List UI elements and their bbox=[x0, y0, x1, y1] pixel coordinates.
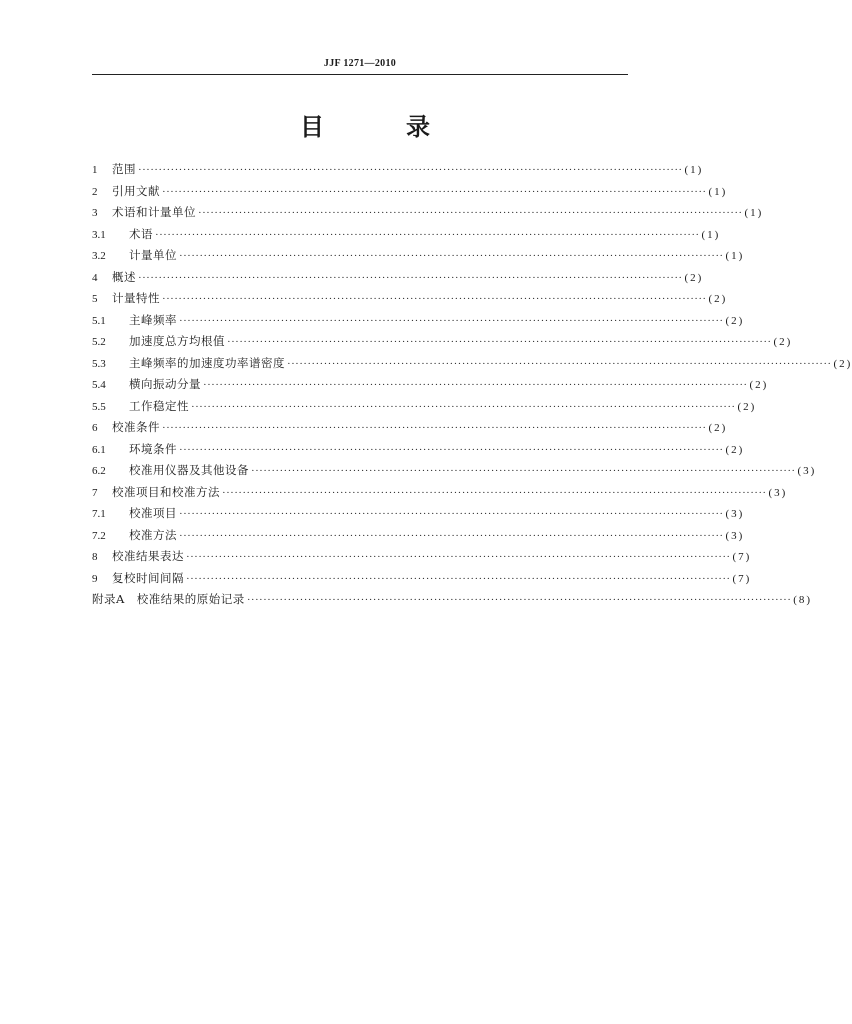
toc-entry[interactable] bbox=[92, 376, 769, 398]
header-rule bbox=[92, 74, 628, 75]
toc-entry[interactable] bbox=[92, 226, 721, 248]
dot-leader: ······································································································································ bbox=[179, 314, 724, 327]
toc-entry-number: 5.1 bbox=[92, 314, 106, 327]
toc-entry-page: (2) bbox=[708, 422, 728, 434]
dot-leader: ······································································································································ bbox=[251, 465, 796, 477]
toc-entry-page: (3) bbox=[725, 508, 745, 520]
dot-leader: ······································································································································ bbox=[179, 443, 724, 456]
toc-entry-number: 6.1 bbox=[92, 443, 106, 456]
toc-entry-page: (1) bbox=[708, 185, 728, 198]
toc-entry-label: 计量特性 bbox=[112, 291, 160, 305]
toc-entry-label: 引用文献 bbox=[112, 183, 160, 198]
toc-entry-number: 6.2 bbox=[92, 465, 106, 477]
toc-entry-label: 计量单位 bbox=[129, 248, 177, 262]
toc-entry[interactable] bbox=[92, 290, 728, 312]
toc-entry-number: 5.4 bbox=[92, 379, 106, 391]
toc-entry-label: 术语 bbox=[129, 226, 153, 241]
toc-entry-page: (8) bbox=[793, 594, 813, 606]
toc-entry[interactable] bbox=[92, 419, 728, 441]
toc-entry-page: (7) bbox=[732, 551, 752, 563]
toc-entry[interactable] bbox=[92, 333, 793, 355]
toc-entry-number: 3 bbox=[92, 207, 98, 219]
toc-entry-page: (3) bbox=[768, 486, 788, 499]
toc-entry-label: 主峰频率 bbox=[129, 312, 177, 327]
dot-leader: ······································································································································ bbox=[179, 250, 724, 262]
toc-entry-number: 9 bbox=[92, 572, 98, 585]
dot-leader: ······································································································································ bbox=[162, 185, 707, 198]
toc-entry-label: 加速度总方均根值 bbox=[129, 334, 225, 348]
toc-entry-number: 7.1 bbox=[92, 508, 106, 520]
toc-entry-label: 环境条件 bbox=[129, 441, 177, 456]
toc-entry[interactable] bbox=[92, 183, 728, 205]
toc-entry[interactable] bbox=[92, 161, 704, 183]
toc-entry[interactable] bbox=[92, 398, 757, 420]
toc-entry-label: 校准项目 bbox=[129, 506, 177, 520]
toc-entry-number: 7.2 bbox=[92, 529, 106, 542]
toc-entry-page: (1) bbox=[725, 250, 745, 262]
toc-entry-number: 5.5 bbox=[92, 400, 106, 413]
toc-entry[interactable] bbox=[92, 312, 745, 334]
toc-entry-page: (2) bbox=[708, 293, 728, 305]
toc-entry-page: (7) bbox=[732, 572, 752, 585]
toc-entry[interactable] bbox=[92, 505, 745, 527]
dot-leader: ······································································································································ bbox=[162, 422, 707, 434]
toc-entry[interactable] bbox=[92, 204, 764, 226]
toc-entry[interactable] bbox=[92, 441, 745, 463]
toc-entry-label: 校准方法 bbox=[129, 527, 177, 542]
dot-leader: ······································································································································ bbox=[191, 400, 736, 413]
toc-title-char-2: 录 bbox=[406, 113, 430, 141]
dot-leader: ······································································································································ bbox=[179, 508, 724, 520]
toc-entry-label: 范围 bbox=[112, 162, 136, 176]
toc-entry-page: (2) bbox=[773, 336, 793, 348]
dot-leader: ······································································································································ bbox=[138, 271, 683, 284]
toc-title bbox=[300, 107, 430, 142]
dot-leader: ······································································································································ bbox=[198, 207, 743, 219]
toc-entry-page: (3) bbox=[725, 529, 745, 542]
dot-leader: ······································································································································ bbox=[179, 529, 724, 542]
toc-entry[interactable] bbox=[92, 570, 752, 592]
toc-entry-number: 4 bbox=[92, 271, 98, 284]
toc-entry[interactable] bbox=[92, 355, 852, 377]
toc-entry[interactable] bbox=[92, 527, 745, 549]
toc-entry-label: 工作稳定性 bbox=[129, 398, 189, 413]
toc-entry-label: 横向振动分量 bbox=[129, 377, 201, 391]
toc-entry-page: (2) bbox=[725, 314, 745, 327]
toc-entry-label: 校准条件 bbox=[112, 420, 160, 434]
toc-entry-page: (1) bbox=[701, 228, 721, 241]
toc-title-char-1: 目 bbox=[300, 113, 324, 141]
dot-leader: ······································································································································ bbox=[222, 486, 767, 499]
toc-entry-page: (3) bbox=[797, 465, 817, 477]
dot-leader: ······································································································································ bbox=[162, 293, 707, 305]
toc-entry-label: 概述 bbox=[112, 269, 136, 284]
toc-entry-label: 主峰频率的加速度功率谱密度 bbox=[129, 355, 285, 370]
toc-entry-label: 复校时间间隔 bbox=[112, 570, 184, 585]
toc-entry-page: (2) bbox=[833, 357, 852, 370]
toc-entry-label: 校准用仪器及其他设备 bbox=[129, 463, 249, 477]
toc-entry-page: (2) bbox=[684, 271, 704, 284]
toc-entry-number: 5.2 bbox=[92, 336, 106, 348]
toc-entry-number: 1 bbox=[92, 164, 98, 176]
toc-entry[interactable] bbox=[92, 548, 752, 570]
toc-entry-number: 7 bbox=[92, 486, 98, 499]
toc-entry[interactable] bbox=[92, 247, 745, 269]
toc-entry-label: 校准结果表达 bbox=[112, 549, 184, 563]
toc-entry-number: 5 bbox=[92, 293, 98, 305]
dot-leader: ······································································································································ bbox=[186, 572, 731, 585]
toc-entry-page: (2) bbox=[749, 379, 769, 391]
toc-entry-number: 8 bbox=[92, 551, 98, 563]
dot-leader: ······································································································································ bbox=[246, 594, 792, 606]
toc-entry-number: 3.1 bbox=[92, 228, 106, 241]
toc-entry[interactable] bbox=[92, 269, 704, 291]
toc-entry[interactable] bbox=[92, 462, 817, 484]
toc-entry-page: (2) bbox=[725, 443, 745, 456]
table-of-contents bbox=[92, 161, 852, 613]
toc-entry-label: 术语和计量单位 bbox=[112, 205, 196, 219]
toc-entry-page: (1) bbox=[684, 164, 704, 176]
dot-leader: ······································································································································ bbox=[155, 228, 700, 241]
toc-entry-number: 3.2 bbox=[92, 250, 106, 262]
toc-entry-number: 5.3 bbox=[92, 357, 106, 370]
dot-leader: ······································································································································ bbox=[138, 164, 683, 176]
toc-entry-label: 校准项目和校准方法 bbox=[112, 484, 220, 499]
toc-entry-number: 6 bbox=[92, 422, 98, 434]
dot-leader: ······································································································································ bbox=[203, 379, 748, 391]
document-code-header: JJF 1271—2010 bbox=[323, 58, 397, 69]
dot-leader: ······································································································································ bbox=[227, 336, 772, 348]
toc-entry[interactable] bbox=[92, 591, 813, 613]
toc-entry-page: (1) bbox=[744, 207, 764, 219]
toc-entry-page: (2) bbox=[737, 400, 757, 413]
dot-leader: ······································································································································ bbox=[287, 357, 832, 370]
toc-entry-number: 2 bbox=[92, 185, 98, 198]
toc-entry[interactable] bbox=[92, 484, 788, 506]
toc-entry-label: 附录A 校准结果的原始记录 bbox=[92, 592, 245, 606]
dot-leader: ······································································································································ bbox=[186, 551, 731, 563]
